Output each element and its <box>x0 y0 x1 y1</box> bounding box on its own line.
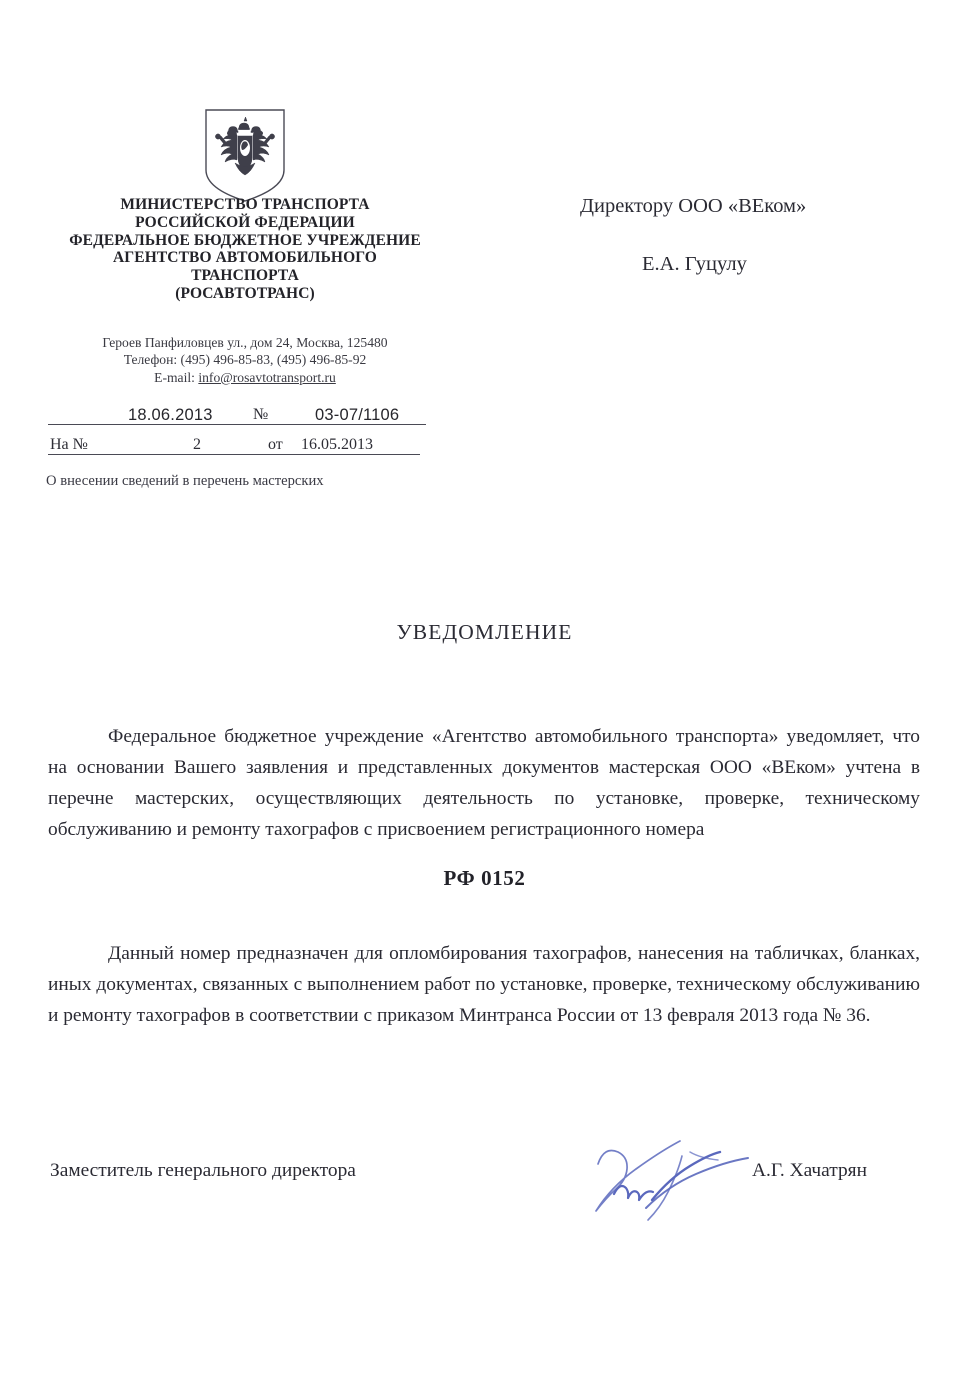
signatory-name: А.Г. Хачатрян <box>752 1160 867 1181</box>
reference-rule <box>48 424 426 425</box>
registration-number: РФ 0152 <box>443 866 526 890</box>
outgoing-date-value: 18.06.2013 <box>128 405 213 424</box>
letterhead-line: ФЕДЕРАЛЬНОЕ БЮДЖЕТНОЕ УЧРЕЖДЕНИЕ <box>69 231 421 249</box>
addressee-person: Е.А. Гуцулу <box>642 253 747 275</box>
incoming-number-label: На № <box>50 436 88 453</box>
email-line <box>30 369 460 386</box>
signatory-title: Заместитель генерального директора <box>50 1160 356 1181</box>
addressee-organization: Директору ООО «ВЕком» <box>580 195 807 217</box>
body-paragraph-2: Данный номер предназначен для опломбирования тахографов, нанесения на табличках, бланках, иных документах, связанных с выполнением работ по установке, проверке, техническому обслуживанию и ремонту тахографов в соответствии с приказом Минтранса России от 13 февраля 2013 года № 36. <box>48 943 920 1026</box>
letterhead-line: АГЕНТСТВО АВТОМОБИЛЬНОГО <box>113 249 377 267</box>
incoming-number-value: 2 <box>193 436 201 453</box>
incoming-date-label: от <box>268 436 283 453</box>
address-line: Героев Панфиловцев ул., дом 24, Москва, 125480 <box>102 335 388 350</box>
letterhead-line: МИНИСТЕРСТВО ТРАНСПОРТА <box>120 196 370 213</box>
reference-rule <box>48 454 420 455</box>
incoming-date-value: 16.05.2013 <box>301 436 373 453</box>
addressee-block <box>580 193 930 277</box>
handwritten-signature-icon <box>586 1122 786 1247</box>
body-paragraph-1: Федеральное бюджетное учреждение «Агентство автомобильного транспорта» уведомляет, что на основании Вашего заявления и представленных документов мастерская ООО «ВЕком» учтена в перечне мастерских, осуществляющих деятельность по установке, проверке, техническому обслуживанию и ремонту тахографов с присвоением регистрационного номера <box>48 726 920 840</box>
email-address-link[interactable]: info@rosavtotransport.ru <box>198 369 336 385</box>
outgoing-reference-row <box>48 398 428 428</box>
letterhead-line: РОССИЙСКОЙ ФЕДЕРАЦИИ <box>135 213 355 231</box>
outgoing-number-value: 03-07/1106 <box>315 405 400 424</box>
body-paragraph-2-container <box>48 920 920 1051</box>
email-label: E-mail: <box>154 369 195 385</box>
reference-fields <box>48 398 428 458</box>
coat-of-arms-emblem <box>203 108 287 204</box>
russian-coat-of-arms-icon <box>203 108 287 204</box>
letterhead-line: ТРАНСПОРТА <box>191 267 299 285</box>
letterhead-contacts <box>30 334 460 386</box>
phone-line: Телефон: (495) 496-85-83, (495) 496-85-92 <box>123 352 367 368</box>
subject-line: О внесении сведений в перечень мастерских <box>46 473 324 489</box>
number-symbol-label: № <box>253 406 269 423</box>
document-heading: УВЕДОМЛЕНИЕ <box>396 620 573 644</box>
letterhead-title-block <box>30 196 460 303</box>
body-paragraph-1-container <box>48 703 920 865</box>
incoming-reference-row <box>48 428 428 458</box>
letterhead-line: (РОСАВТОТРАНС) <box>175 284 315 302</box>
